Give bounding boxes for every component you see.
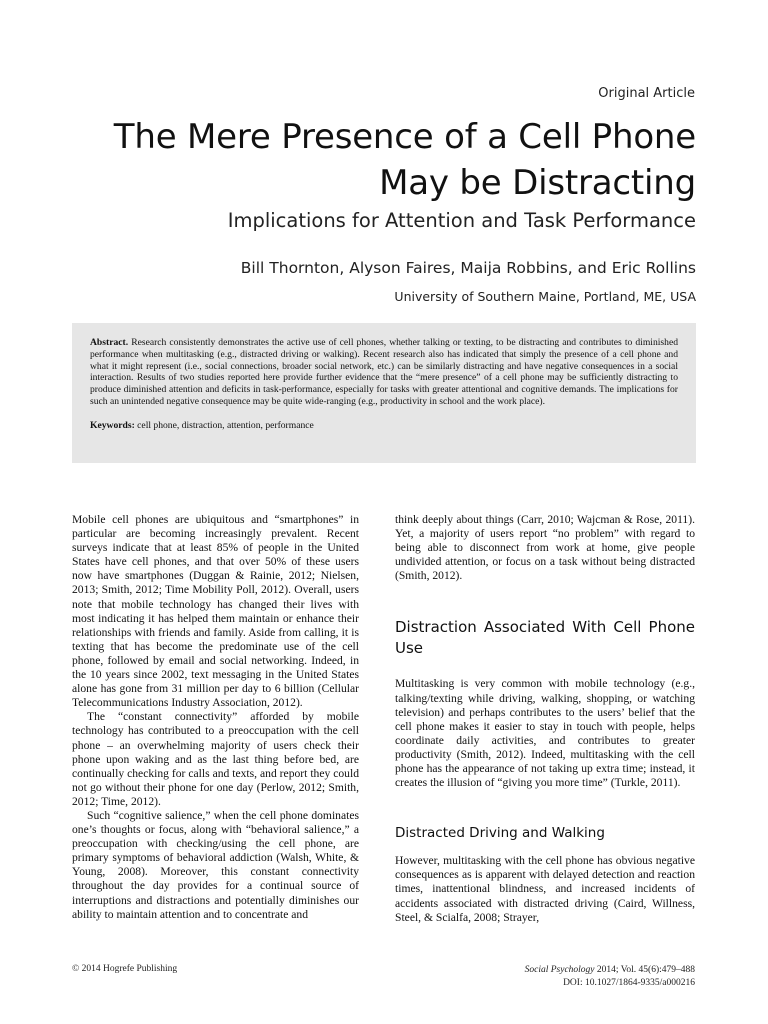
abstract-label: Abstract. [90, 337, 129, 348]
body-column-left [72, 513, 359, 922]
keywords-line [90, 420, 678, 432]
body-paragraph-3: Such “cognitive salience,” when the cell phone dominates one’s thoughts or focus, along with “behavioral salience,” a preoccupation with checking/using the cell phone, are primary symptoms of behavioral addiction (Walsh, White, & Young, 2008). Moreover, this constant connectivity throughout the day provides for a continual source of interruptions and distractions and potentially diminishes our ability to maintain attention and to concentrate and [72, 808, 359, 921]
article-type-label: Original Article [598, 86, 695, 101]
abstract-text: Research consistently demonstrates the active use of cell phones, whether talking or texting, to be distracting and contributes to diminished performance when multitasking (e.g., distracted driving or walking). Recent research also has indicated that simply the presence of a cell phone and what it might represent (i.e., social connections, broader social network, etc.) can be similarly distracting and have negative consequences in a social interaction. Results of two studies reported here provide further evidence that the “mere presence” of a cell phone may be sufficiently distracting to produce diminished attention and deficits in task-performance, especially for tasks with greater attentional and cognitive demands. The implications for such an unintended negative consequence may be quite wide-ranging (e.g., productivity in school and the work place). [90, 337, 679, 407]
section-distracted-driving-text: However, multitasking with the cell phone has obvious negative consequences as is apparent with delayed detection and reaction times, inattentional blindness, and increased incidents of accidents associated with distracted driving (Caird, Willness, Steel, & Scialfa, 2008; Strayer, [395, 854, 695, 924]
abstract-paragraph [90, 337, 678, 408]
body-paragraph-1: Mobile cell phones are ubiquitous and “smartphones” in particular are becoming increasingly prevalent. Recent surveys indicate that at least 85% of people in the United States have cell phones, and that over 50% of these users now have smartphones (Duggan & Rainie, 2012; Nielsen, 2013; Smith, 2012; Time Mobility Poll, 2012). Overall, users note that mobile technology has changed their lives with most indicating it has helped them maintain or enhance their relationships with friends and family. Aside from calling, it is texting that has become the predominate use of the cell phone, followed by email and social networking. Indeed, in the 10 years since 2002, text messaging in the United States alone has gone from 31 million per day to 6 billion (Cellular Telecommunications Industry Association, 2012). [72, 513, 359, 710]
journal-volume: 2014; Vol. 45(6):479–488 [594, 965, 695, 975]
journal-citation [525, 964, 695, 977]
article-title: The Mere Presence of a Cell Phone May be Distracting [113, 117, 696, 203]
copyright-notice: © 2014 Hogrefe Publishing [72, 964, 178, 974]
section-heading-distracted-driving: Distracted Driving and Walking [395, 825, 605, 842]
keywords-text: cell phone, distraction, attention, performance [137, 419, 314, 431]
citation-footer [525, 964, 695, 989]
article-subtitle: Implications for Attention and Task Performance [227, 209, 696, 232]
keywords-label: Keywords: [90, 419, 135, 431]
journal-name: Social Psychology [524, 965, 595, 975]
author-list: Bill Thornton, Alyson Faires, Maija Robbins, and Eric Rollins [240, 259, 696, 277]
section-distraction-text: Multitasking is very common with mobile technology (e.g., talking/texting while driving, walking, shopping, or watching television) and perhaps contributes to the users’ belief that the cell phone makes it easier to stay in touch with people, helps coordinate daily activities, and contributes to greater productivity (Smith, 2012). Indeed, multitasking with the cell phone has the appearance of not taking up extra time; instead, it creates the illusion of “giving you more time” (Turkle, 2011). [395, 677, 695, 790]
body-column-right [395, 513, 695, 925]
body-paragraph-continued: think deeply about things (Carr, 2010; Wajcman & Rose, 2011). Yet, a majority of users report “no problem” with regard to being able to disconnect from work at home, give people undivided attention, or focus on a task without being distracted (Smith, 2012). [395, 513, 695, 583]
doi-line: DOI: 10.1027/1864-9335/a000216 [563, 977, 695, 988]
author-affiliation: University of Southern Maine, Portland, ME, USA [394, 289, 696, 304]
body-paragraph-2: The “constant connectivity” afforded by mobile technology has contributed to a preoccupation with the cell phone – an overwhelming majority of users check their phone upon waking and as the last thing before bed, are continually checking for calls and texts, and report they could not go without their phone for one day (Perlow, 2012; Smith, 2012; Time, 2012). [72, 710, 359, 808]
section-heading-distraction: Distraction Associated With Cell Phone Use [395, 618, 695, 658]
abstract-box [72, 323, 696, 463]
